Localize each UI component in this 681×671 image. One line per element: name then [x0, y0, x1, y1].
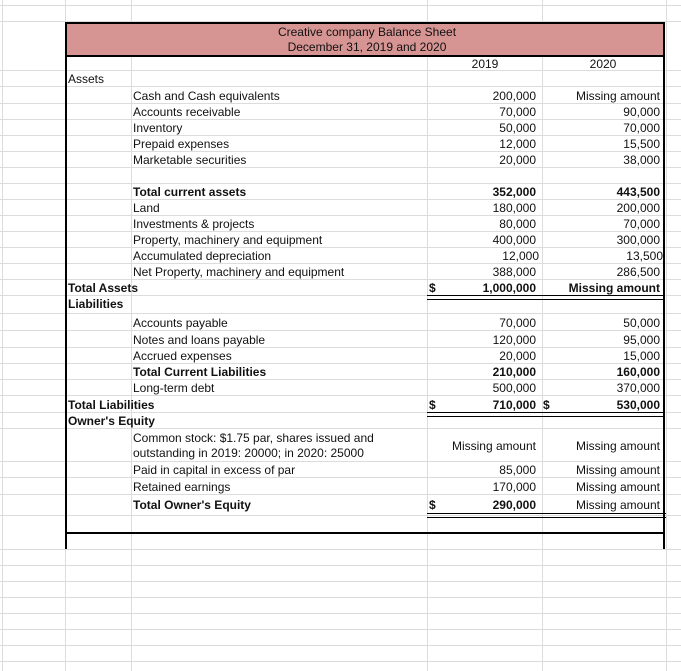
cell-2019[interactable]: 20,000 — [499, 349, 536, 363]
row-label[interactable]: Accounts payable — [133, 316, 228, 330]
cell-2020[interactable]: 15,000 — [623, 349, 660, 363]
row-label-total-owners-equity[interactable]: Total Owner's Equity — [133, 498, 251, 512]
cell-2019[interactable]: 180,000 — [492, 201, 536, 215]
cell-2019[interactable]: 120,000 — [492, 333, 536, 347]
cell-2019[interactable]: 290,000 — [492, 498, 536, 512]
cell-2020[interactable]: Missing amount — [575, 89, 660, 103]
cell-2020[interactable]: Missing amount — [575, 463, 660, 477]
cell-2019[interactable]: 500,000 — [492, 381, 536, 395]
cell-2019[interactable]: 710,000 — [492, 398, 536, 412]
cell-2019[interactable]: Missing amount — [451, 439, 536, 453]
cell-2019[interactable]: 200,000 — [492, 89, 536, 103]
row-label-total-current-assets[interactable]: Total current assets — [133, 185, 247, 199]
row-label[interactable]: Property, machinery and equipment — [133, 233, 323, 247]
cell-2020[interactable]: 95,000 — [623, 333, 660, 347]
cell-2020[interactable]: 38,000 — [623, 153, 660, 167]
cell-2020[interactable]: Missing amount — [568, 281, 660, 295]
double-underline — [427, 412, 663, 417]
row-label[interactable]: Accrued expenses — [133, 349, 232, 363]
cell-2020[interactable]: Missing amount — [575, 480, 660, 494]
table-left-border — [65, 22, 67, 549]
table-bottom-border — [65, 532, 665, 534]
double-underline — [427, 295, 663, 300]
row-label-total-current-liabilities[interactable]: Total Current Liabilities — [133, 365, 267, 379]
cell-2020[interactable]: 200,000 — [616, 201, 660, 215]
cell-2020[interactable]: 443,500 — [616, 185, 660, 199]
cell-2020[interactable]: 530,000 — [616, 398, 660, 412]
currency-symbol: $ — [543, 398, 550, 412]
col-header-2020[interactable]: 2020 — [589, 57, 617, 71]
row-label[interactable]: Accounts receivable — [133, 105, 241, 119]
row-label-total-liabilities[interactable]: Total Liabilities — [68, 398, 155, 412]
cell-2020[interactable]: 15,500 — [623, 137, 660, 151]
row-label[interactable]: Long-term debt — [133, 381, 215, 395]
row-label[interactable]: Land — [133, 201, 160, 215]
sheet-title: Creative company Balance Sheet — [277, 25, 457, 39]
cell-2019[interactable]: 170,000 — [492, 480, 536, 494]
cell-2019[interactable]: 210,000 — [492, 365, 536, 379]
row-label[interactable]: Common stock: $1.75 par, shares issued and outstanding in 2019: 20000; in 2020: 25000 — [133, 431, 374, 460]
currency-symbol: $ — [429, 281, 436, 295]
currency-symbol: $ — [429, 498, 436, 512]
cell-2020[interactable]: 70,000 — [623, 217, 660, 231]
double-underline — [427, 513, 666, 518]
cell-2019[interactable]: 1,000,000 — [482, 281, 536, 295]
cell-2019[interactable]: 70,000 — [499, 316, 536, 330]
section-liabilities[interactable]: Liabilities — [68, 297, 124, 311]
cell-2020[interactable]: 50,000 — [623, 316, 660, 330]
cell-2019[interactable]: 20,000 — [499, 153, 536, 167]
row-label[interactable]: Inventory — [133, 121, 183, 135]
cell-2019[interactable]: 70,000 — [499, 105, 536, 119]
table-right-border — [663, 22, 665, 549]
cell-2019[interactable]: 85,000 — [499, 463, 536, 477]
cell-2020[interactable]: 90,000 — [623, 105, 660, 119]
sheet-header — [65, 22, 665, 57]
row-label[interactable]: Prepaid expenses — [133, 137, 230, 151]
cell-2019[interactable]: 50,000 — [499, 121, 536, 135]
cell-2019[interactable]: 12,000 — [499, 137, 536, 151]
cell-2019[interactable]: 80,000 — [499, 217, 536, 231]
row-label[interactable]: Marketable securities — [133, 153, 247, 167]
sheet-subtitle: December 31, 2019 and 2020 — [287, 40, 447, 54]
cell-2020[interactable]: 286,500 — [616, 265, 660, 279]
section-owners-equity[interactable]: Owner's Equity — [68, 414, 155, 428]
cell-2020[interactable]: Missing amount — [575, 498, 660, 512]
cell-2020[interactable]: 300,000 — [616, 233, 660, 247]
col-header-2019[interactable]: 2019 — [471, 57, 499, 71]
row-label[interactable]: Accumulated depreciation — [133, 249, 272, 263]
row-label[interactable]: Investments & projects — [133, 217, 255, 231]
cell-2020[interactable]: 370,000 — [616, 381, 660, 395]
section-assets[interactable]: Assets — [68, 72, 105, 86]
cell-2020[interactable]: 70,000 — [623, 121, 660, 135]
row-label[interactable]: Notes and loans payable — [133, 333, 266, 347]
cell-2019[interactable]: 12,000 — [502, 249, 539, 263]
row-label[interactable]: Paid in capital in excess of par — [133, 463, 296, 477]
cell-2019[interactable]: 352,000 — [492, 185, 536, 199]
row-label[interactable]: Cash and Cash equivalents — [133, 89, 280, 103]
currency-symbol: $ — [429, 398, 436, 412]
cell-2020[interactable]: Missing amount — [575, 439, 660, 453]
row-label[interactable]: Net Property, machinery and equipment — [133, 265, 345, 279]
row-label-total-assets[interactable]: Total Assets — [68, 281, 139, 295]
cell-2019[interactable]: 388,000 — [492, 265, 536, 279]
cell-2020[interactable]: 160,000 — [616, 365, 660, 379]
cell-2020[interactable]: 13,500 — [626, 249, 663, 263]
cell-2019[interactable]: 400,000 — [492, 233, 536, 247]
row-label[interactable]: Retained earnings — [133, 480, 231, 494]
